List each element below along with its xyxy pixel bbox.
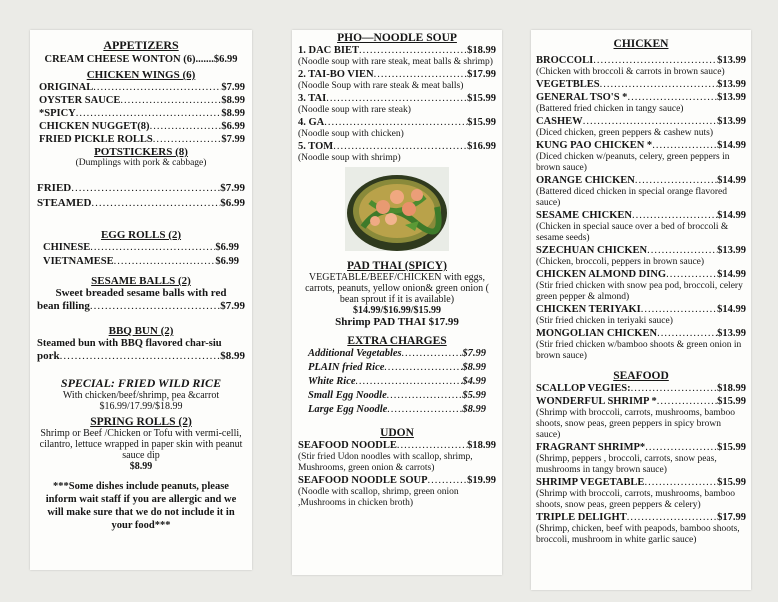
menu-item-row: [536, 441, 746, 454]
wings-list: [37, 81, 245, 146]
menu-item-bbq: [37, 350, 245, 363]
item-price: $6.99: [215, 256, 239, 267]
spring-price: $8.99: [129, 461, 153, 472]
item-price: $14.99: [717, 304, 746, 315]
menu-item: [298, 439, 496, 474]
menu-item: [37, 181, 245, 196]
menu-item-row: [298, 68, 496, 81]
menu-item: [536, 395, 746, 441]
menu-item: [298, 474, 496, 509]
item-name: 5. TOM: [298, 141, 334, 152]
item-name: Small Egg Noodle: [308, 390, 387, 401]
padthai-prices: $14.99/$16.99/$15.99: [352, 305, 442, 316]
menu-item-row: [37, 133, 245, 146]
menu-item: [37, 107, 245, 120]
item-desc: (Stir fried chicken in teriyaki sauce): [536, 316, 673, 326]
menu-item: [536, 327, 746, 362]
sesame-desc: Sweet breaded sesame balls with red: [55, 287, 227, 299]
item-desc: (Diced chicken, green peppers & cashew nuts): [536, 128, 713, 138]
item-name: CHICKEN NUGGET(8): [39, 121, 150, 132]
menu-item-row: [37, 241, 245, 255]
item-price: $18.99: [467, 440, 496, 451]
udon-list: [298, 439, 496, 509]
item-name: pork: [37, 350, 60, 362]
item-price: $7.99: [221, 134, 245, 145]
pho-photo: [345, 167, 449, 251]
menu-item: [536, 382, 746, 395]
item-price: $14.99: [717, 210, 746, 221]
menu-item-row: [536, 395, 746, 408]
item-price: $8.99: [462, 404, 486, 415]
item-desc: (Noodle soup with rare steak): [298, 105, 411, 115]
menu-item: [37, 241, 245, 255]
chicken-list: [536, 54, 746, 362]
item-name: 3. TAI: [298, 93, 327, 104]
menu-item: [536, 209, 746, 244]
item-name: FRIED: [37, 182, 72, 194]
item-name: CASHEW: [536, 116, 583, 127]
menu-item: [298, 140, 496, 164]
item-name: CHICKEN TERIYAKI: [536, 304, 641, 315]
item-price: $15.99: [717, 477, 746, 488]
item-price: $14.99: [717, 269, 746, 280]
item-desc: (Noodle Soup with rare steak & meat balls): [298, 81, 464, 91]
padthai-desc: VEGETABLE/BEEF/CHICKEN with eggs, carrots, peanuts, yellow onion& green onion ( bean sprout if it is available): [305, 272, 489, 305]
item-price: $13.99: [717, 79, 746, 90]
menu-column-chicken: [531, 30, 751, 590]
item-price: $6.99: [221, 121, 245, 132]
item-desc: (Noodle soup with rare steak, meat balls & shrimp): [298, 57, 493, 67]
menu-item-row: [536, 476, 746, 489]
item-name: PLAIN fried Rice: [308, 362, 385, 373]
item-name: SEAFOOD NOODLE SOUP: [298, 475, 428, 486]
section-title-wings: CHICKEN WINGS (6): [86, 69, 196, 81]
menu-column-appetizers: [30, 30, 252, 570]
menu-item-row: [298, 92, 496, 105]
menu-item-row: [37, 196, 245, 211]
item-price: $7.99: [462, 348, 486, 359]
extra-list: [298, 347, 496, 417]
menu-item-row: [536, 244, 746, 257]
menu-item-row: [37, 181, 245, 196]
menu-item: [536, 54, 746, 78]
item-name: SCALLOP VEGIES:: [536, 383, 631, 394]
item-name: Additional Vegetables: [308, 348, 402, 359]
menu-item-sesame: [37, 300, 245, 313]
menu-item: [536, 511, 746, 546]
item-name: ORIGINAL: [39, 82, 94, 93]
section-title-eggrolls: EGG ROLLS (2): [100, 229, 182, 241]
section-title-chicken: CHICKEN: [613, 38, 669, 50]
item-name: CHINESE: [43, 242, 91, 253]
item-name: KUNG PAO CHICKEN *: [536, 140, 653, 151]
menu-item-row: [308, 389, 486, 403]
menu-item: [536, 139, 746, 174]
menu-item-row: [37, 255, 245, 269]
special-price: $16.99/17.99/$18.99: [99, 401, 183, 412]
item-price: $14.99: [717, 175, 746, 186]
item-name: 1. DAC BIET: [298, 45, 359, 56]
menu-item-row: [37, 94, 245, 107]
item-price: $14.99: [717, 140, 746, 151]
menu-item-row: [536, 268, 746, 281]
section-title-spring: SPRING ROLLS (2): [90, 416, 192, 428]
menu-item: [536, 303, 746, 327]
menu-item-row: [536, 54, 746, 67]
item-price: $7.99: [220, 300, 245, 312]
item-name: VIETNAMESE: [43, 256, 114, 267]
item-price: $17.99: [717, 512, 746, 523]
section-title-appetizers: APPETIZERS: [103, 38, 179, 52]
menu-item-row: [536, 91, 746, 104]
item-price: $18.99: [467, 45, 496, 56]
special-title: SPECIAL: FRIED WILD RICE: [60, 376, 222, 390]
item-name: VEGETBLES: [536, 79, 600, 90]
item-name: SHRIMP VEGETABLE: [536, 477, 645, 488]
item-price: $13.99: [717, 245, 746, 256]
item-name: BROCCOLI: [536, 55, 594, 66]
menu-item: [37, 255, 245, 269]
item-name: SEAFOOD NOODLE: [298, 440, 397, 451]
section-title-pho: PHO—NOODLE SOUP: [337, 32, 457, 44]
pho-bowl-image: [345, 167, 449, 251]
potstickers-note: (Dumplings with pork & cabbage): [75, 158, 207, 168]
menu-item-row: [298, 439, 496, 452]
item-price: $15.99: [467, 93, 496, 104]
menu-item-row: [536, 327, 746, 340]
item-desc: (Shrimp with broccoli, carrots, mushrooms, bamboo shoots, snow peas, green peppers in spicy brown sauce): [536, 408, 735, 440]
menu-item-row: [298, 474, 496, 487]
special-desc: With chicken/beef/shrimp, pea &carrot: [62, 390, 220, 401]
menu-item-row: [536, 139, 746, 152]
menu-item: [37, 120, 245, 133]
menu-item-row: [37, 120, 245, 133]
menu-item-row: [298, 116, 496, 129]
item-name: bean filling: [37, 300, 90, 312]
menu-item: [298, 92, 496, 116]
item-price: $15.99: [717, 442, 746, 453]
item-price: $15.99: [467, 117, 496, 128]
menu-item-row: [37, 81, 245, 94]
item-price: $6.99: [220, 197, 245, 209]
menu-item-row: [298, 140, 496, 153]
item-name: FRIED PICKLE ROLLS: [39, 134, 153, 145]
bbq-desc: Steamed bun with BBQ flavored char-siu: [37, 338, 222, 349]
item-name: GENERAL TSO'S *: [536, 92, 628, 103]
item-name: STEAMED: [37, 197, 92, 209]
padthai-shrimp: Shrimp PAD THAI $17.99: [335, 316, 459, 328]
menu-item: [37, 133, 245, 146]
item-price: $13.99: [717, 55, 746, 66]
menu-item-row: [536, 174, 746, 187]
menu-item: [298, 44, 496, 68]
item-price: $16.99: [467, 141, 496, 152]
menu-item-row: [308, 403, 486, 417]
section-title-udon: UDON: [380, 427, 414, 439]
item-price: $5.99: [462, 390, 486, 401]
item-name: Large Egg Noodle: [308, 404, 388, 415]
menu-item-row: [536, 115, 746, 128]
pho-list: [298, 44, 496, 164]
item-price: $4.99: [462, 376, 486, 387]
menu-item: [37, 196, 245, 211]
section-title-padthai: PAD THAI (SPICY): [347, 260, 447, 272]
menu-item-row: [536, 303, 746, 316]
menu-item-row: [308, 361, 486, 375]
menu-column-pho: [292, 30, 502, 575]
menu-item: [536, 441, 746, 476]
item-desc: (Shrimp with broccoli, carrots, mushrooms, bamboo shoots, snow peas, green peppers & celery): [536, 489, 735, 510]
item-name: TRIPLE DELIGHT: [536, 512, 627, 523]
item-price: $18.99: [717, 383, 746, 394]
item-desc: (Chicken with broccoli & carrots in brown sauce): [536, 67, 725, 77]
item-name: *SPICY: [39, 108, 76, 119]
menu-item-row: [536, 209, 746, 222]
item-desc: (Stir fried chicken with snow pea pod, broccoli, celery green pepper & almond): [536, 281, 743, 302]
item-name: SZECHUAN CHICKEN: [536, 245, 648, 256]
section-title-potstickers: POTSTICKERS (8): [94, 146, 188, 158]
menu-item-row: [37, 107, 245, 120]
item-name: OYSTER SAUCE: [39, 95, 121, 106]
menu-item: [308, 403, 486, 417]
menu-item-row: [298, 44, 496, 57]
item-desc: (Chicken, broccoli, peppers in brown sauce): [536, 257, 705, 267]
item-desc: (Noodle with scallop, shrimp, green onion ,Mushrooms in chicken broth): [298, 487, 459, 508]
item-desc: (Battered fried chicken in tangy sauce): [536, 104, 684, 114]
menu-item: [536, 244, 746, 268]
item-name: FRAGRANT SHRIMP*: [536, 442, 646, 453]
item-desc: (Diced chicken w/peanuts, celery, green peppers in brown sauce): [536, 152, 730, 173]
section-title-extra: EXTRA CHARGES: [347, 335, 447, 347]
item-desc: (Stir fried Udon noodles with scallop, shrimp, Mushrooms, green onion & carrots): [298, 452, 473, 473]
menu-item: [308, 389, 486, 403]
item-name: 2. TAI-BO VIEN: [298, 69, 374, 80]
item-price: $13.99: [717, 328, 746, 339]
menu-item-row: [536, 78, 746, 91]
item-desc: (Stir fried chicken w/bamboo shoots & green onion in brown sauce): [536, 340, 742, 361]
item-desc: (Noodle soup with shrimp): [298, 153, 401, 163]
menu-item: [308, 375, 486, 389]
item-name: 4. GA: [298, 117, 325, 128]
item-name: ORANGE CHICKEN: [536, 175, 635, 186]
section-title-bbq: BBQ BUN (2): [108, 325, 174, 337]
allergy-notice: ***Some dishes include peanuts, please inform wait staff if you are allergic and we will make sure that we do not include it in your food***: [45, 481, 237, 531]
menu-item-row: [536, 382, 746, 395]
menu-item: [536, 115, 746, 139]
item-price: $7.99: [220, 182, 245, 194]
item-price: $17.99: [467, 69, 496, 80]
menu-item: [308, 361, 486, 375]
menu-item: [536, 78, 746, 91]
menu-item-row: [308, 375, 486, 389]
item-desc: (Battered diced chicken in special orange flavored sauce): [536, 187, 727, 208]
item-name: White Rice: [308, 376, 356, 387]
item-price: $8.99: [221, 95, 245, 106]
item-desc: (Shrimp, peppers , broccoli, carrots, snow peas, mushrooms in tangy brown sauce): [536, 454, 717, 475]
item-price: $8.99: [220, 350, 245, 362]
item-price: $8.99: [221, 108, 245, 119]
item-desc: (Chicken in special sauce over a bed of broccoli & sesame seeds): [536, 222, 729, 243]
item-name: CHICKEN ALMOND DING: [536, 269, 667, 280]
eggrolls-list: [37, 241, 245, 269]
menu-item: [536, 268, 746, 303]
item-price: $13.99: [717, 92, 746, 103]
menu-item: [536, 91, 746, 115]
potstickers-list: [37, 181, 245, 211]
menu-item: [298, 116, 496, 140]
item-price: $13.99: [717, 116, 746, 127]
item-price: $7.99: [221, 82, 245, 93]
spring-desc: Shrimp or Beef /Chicken or Tofu with vermi-celli, cilantro, lettuce wrapped in paper skin with peanut sauce dip: [39, 428, 243, 461]
menu-item: [536, 174, 746, 209]
menu-item: [37, 94, 245, 107]
section-title-sesame: SESAME BALLS (2): [91, 275, 191, 287]
item-price: $19.99: [467, 475, 496, 486]
item-name: WONDERFUL SHRIMP *: [536, 396, 657, 407]
item-name: MONGOLIAN CHICKEN: [536, 328, 658, 339]
item-price: $8.99: [462, 362, 486, 373]
menu-item: [308, 347, 486, 361]
menu-item-row: [536, 511, 746, 524]
item-price: $15.99: [717, 396, 746, 407]
menu-item: [298, 68, 496, 92]
item-desc: (Noodle soup with chicken): [298, 129, 404, 139]
menu-item-row: [308, 347, 486, 361]
section-title-seafood: SEAFOOD: [613, 370, 669, 382]
seafood-list: [536, 382, 746, 546]
menu-item: [37, 81, 245, 94]
menu-item: [536, 476, 746, 511]
item-desc: (Shrimp, chicken, beef with peapods, bamboo shoots, broccoli, mushroom in white garlic sauce): [536, 524, 740, 545]
menu-item-wonton: CREAM CHEESE WONTON (6).......$6.99: [44, 54, 238, 65]
item-name: SESAME CHICKEN: [536, 210, 632, 221]
item-price: $6.99: [215, 242, 239, 253]
